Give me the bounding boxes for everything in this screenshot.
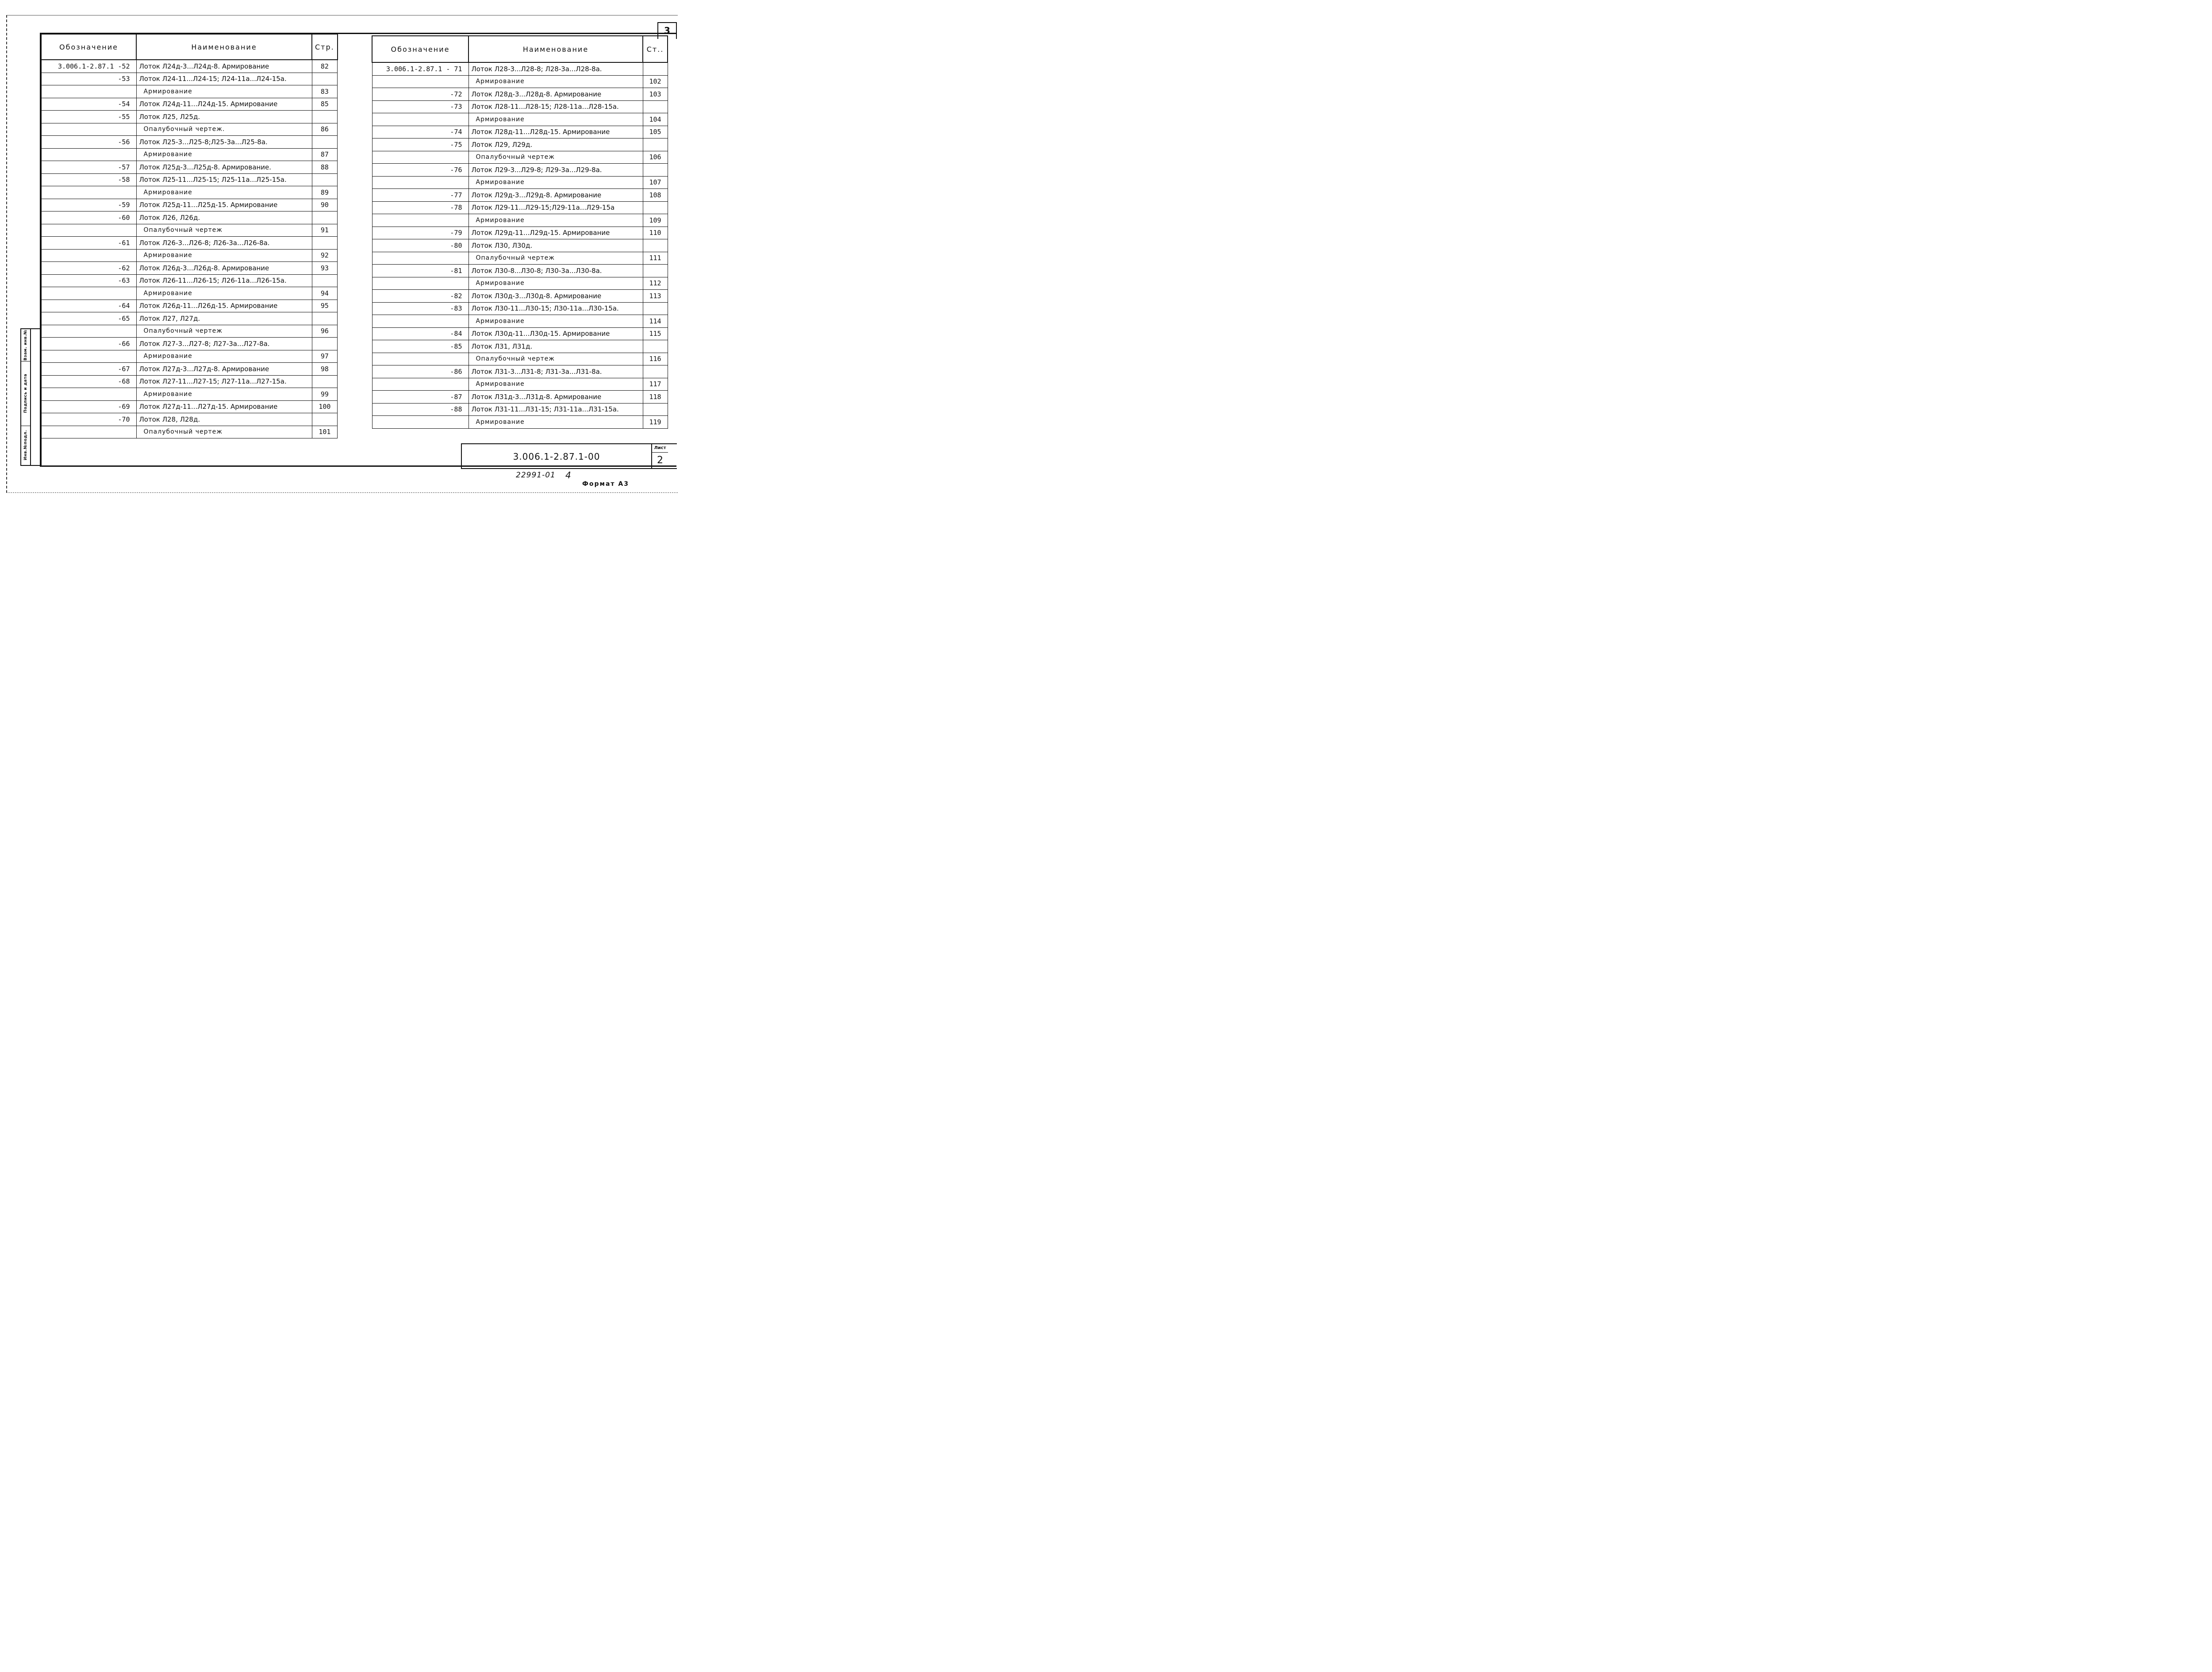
- name-cell: Лоток Л28-11...Л28-15; Л28-11а...Л28-15а.: [469, 100, 643, 113]
- page-cell: [312, 173, 338, 186]
- page-cell: 100: [312, 400, 338, 413]
- table-row: [372, 365, 668, 378]
- table-row: [41, 363, 338, 376]
- table-row: [41, 224, 338, 237]
- table-header-row: [41, 34, 338, 60]
- designation-cell: [41, 85, 136, 98]
- designation-cell: -61: [41, 237, 136, 250]
- table-row: [41, 274, 338, 287]
- header-page: Ст..: [643, 36, 668, 62]
- name-cell: Лоток Л24д-11...Л24д-15. Армирование: [136, 98, 312, 111]
- name-cell: Лоток Л28д-3...Л28д-8. Армирование: [469, 88, 643, 101]
- table-row: [41, 111, 338, 123]
- sheet-number: 2: [651, 453, 668, 468]
- page-cell: 119: [643, 416, 668, 429]
- designation-cell: -54: [41, 98, 136, 111]
- designation-cell: -69: [41, 400, 136, 413]
- designation-cell: -76: [372, 164, 469, 177]
- page-cell: [312, 237, 338, 250]
- header-name: Наименование: [469, 36, 643, 62]
- page-cell: 116: [643, 353, 668, 365]
- designation-cell: -79: [372, 227, 469, 239]
- designation-cell: -73: [372, 100, 469, 113]
- table-row: [41, 136, 338, 149]
- designation-cell: -65: [41, 312, 136, 325]
- name-cell: Армирование: [469, 75, 643, 88]
- designation-cell: [41, 350, 136, 363]
- page-cell: 109: [643, 214, 668, 227]
- designation-cell: [41, 249, 136, 262]
- table-row: [372, 239, 668, 252]
- designation-cell: -83: [372, 302, 469, 315]
- table-row: [41, 186, 338, 199]
- table-row: [41, 211, 338, 224]
- table-row: [372, 151, 668, 164]
- designation-cell: -59: [41, 199, 136, 211]
- register-table-left: [41, 34, 338, 438]
- page-cell: [643, 340, 668, 353]
- page-cell: 108: [643, 189, 668, 202]
- designation-cell: [372, 378, 469, 391]
- page-cell: 88: [312, 161, 338, 174]
- table-row: [372, 164, 668, 177]
- table-row: [41, 388, 338, 401]
- page-cell: 110: [643, 227, 668, 239]
- table-row: [372, 176, 668, 189]
- table-row: [372, 75, 668, 88]
- designation-cell: [372, 214, 469, 227]
- table-row: [372, 227, 668, 239]
- page-cell: 106: [643, 151, 668, 164]
- table-row: [41, 262, 338, 275]
- designation-cell: [41, 148, 136, 161]
- page-cell: 92: [312, 249, 338, 262]
- page-cell: 112: [643, 277, 668, 290]
- table-row: [41, 287, 338, 300]
- name-cell: Лоток Л27д-11...Л27д-15. Армирование: [136, 400, 312, 413]
- name-cell: Лоток Л26-11...Л26-15; Л26-11а...Л26-15а.: [136, 274, 312, 287]
- name-cell: Армирование: [136, 287, 312, 300]
- designation-cell: -81: [372, 265, 469, 277]
- name-cell: Армирование: [136, 148, 312, 161]
- designation-cell: 3.006.1-2.87.1 -52: [41, 60, 136, 73]
- table-row: [372, 327, 668, 340]
- designation-cell: -80: [372, 239, 469, 252]
- table-row: [41, 173, 338, 186]
- name-cell: Лоток Л27-3...Л27-8; Л27-3а...Л27-8а.: [136, 338, 312, 350]
- page-cell: 87: [312, 148, 338, 161]
- name-cell: Лоток Л29д-11...Л29д-15. Армирование: [469, 227, 643, 239]
- page-cell: 93: [312, 262, 338, 275]
- page-cell: 117: [643, 378, 668, 391]
- designation-cell: [372, 277, 469, 290]
- signature-date-label: Подпись и дата: [23, 373, 28, 413]
- designation-cell: [372, 75, 469, 88]
- name-cell: Армирование: [469, 315, 643, 328]
- header-name: Наименование: [136, 34, 312, 60]
- designation-cell: [41, 224, 136, 237]
- name-cell: Армирование: [469, 378, 643, 391]
- name-cell: Лоток Л25, Л25д.: [136, 111, 312, 123]
- page-cell: 105: [643, 126, 668, 138]
- table-row: [372, 265, 668, 277]
- designation-cell: -88: [372, 403, 469, 416]
- designation-cell: -63: [41, 274, 136, 287]
- page-cell: 83: [312, 85, 338, 98]
- title-block-stamp: [461, 443, 677, 469]
- designation-cell: -55: [41, 111, 136, 123]
- table-row: [372, 315, 668, 328]
- name-cell: Лоток Л30-11...Л30-15; Л30-11а...Л30-15а.: [469, 302, 643, 315]
- table-row: [41, 60, 338, 73]
- page-cell: 114: [643, 315, 668, 328]
- name-cell: Лоток Л26д-11...Л26д-15. Армирование: [136, 300, 312, 312]
- table-row: [372, 201, 668, 214]
- table-row: [41, 325, 338, 338]
- name-cell: Лоток Л26-3...Л26-8; Л26-3а...Л26-8а.: [136, 237, 312, 250]
- page-cell: 107: [643, 176, 668, 189]
- header-page: Стр.: [312, 34, 338, 60]
- page-cell: 118: [643, 391, 668, 404]
- designation-cell: -58: [41, 173, 136, 186]
- page-cell: 111: [643, 252, 668, 265]
- name-cell: Лоток Л29-11...Л29-15;Л29-11а...Л29-15а: [469, 201, 643, 214]
- table-row: [41, 249, 338, 262]
- sheet-label: Лист: [651, 444, 668, 453]
- name-cell: Армирование: [136, 85, 312, 98]
- table-row: [372, 88, 668, 101]
- name-cell: Лоток Л25-11...Л25-15; Л25-11а...Л25-15а.: [136, 173, 312, 186]
- name-cell: Опалубочный чертеж: [136, 426, 312, 438]
- name-cell: Лоток Л31-11...Л31-15; Л31-11а...Л31-15а.: [469, 403, 643, 416]
- page-cell: 103: [643, 88, 668, 101]
- page-cell: 91: [312, 224, 338, 237]
- table-row: [372, 302, 668, 315]
- name-cell: Опалубочный чертеж: [469, 151, 643, 164]
- name-cell: Лоток Л29д-3...Л29д-8. Армирование: [469, 189, 643, 202]
- designation-cell: [372, 113, 469, 126]
- designation-cell: [372, 176, 469, 189]
- page-cell: 104: [643, 113, 668, 126]
- designation-cell: [372, 315, 469, 328]
- name-cell: Лоток Л27д-3...Л27д-8. Армирование: [136, 363, 312, 376]
- page-cell: [643, 265, 668, 277]
- designation-cell: -82: [372, 290, 469, 303]
- inventory-number: 22991-01: [516, 471, 556, 480]
- page-cell: 113: [643, 290, 668, 303]
- table-row: [41, 148, 338, 161]
- page-cell: [643, 62, 668, 75]
- format-label: Формат А3: [582, 480, 629, 488]
- page-cell: [643, 365, 668, 378]
- designation-cell: -70: [41, 413, 136, 426]
- designation-cell: -67: [41, 363, 136, 376]
- name-cell: Лоток Л28д-11...Л28д-15. Армирование: [469, 126, 643, 138]
- page-cell: 85: [312, 98, 338, 111]
- page-cell: 86: [312, 123, 338, 136]
- table-row: [372, 403, 668, 416]
- page-cell: [312, 73, 338, 85]
- designation-cell: -66: [41, 338, 136, 350]
- name-cell: Армирование: [136, 186, 312, 199]
- name-cell: Лоток Л29, Л29д.: [469, 138, 643, 151]
- register-table-right: [372, 35, 668, 429]
- name-cell: Армирование: [136, 350, 312, 363]
- table-row: [372, 391, 668, 404]
- table-row: [372, 113, 668, 126]
- designation-cell: -57: [41, 161, 136, 174]
- table-row: [41, 98, 338, 111]
- page-cell: [312, 375, 338, 388]
- designation-cell: -85: [372, 340, 469, 353]
- table-row: [372, 290, 668, 303]
- designation-cell: -87: [372, 391, 469, 404]
- page-cell: 115: [643, 327, 668, 340]
- page-cell: [312, 413, 338, 426]
- signature-date-cell: [21, 361, 30, 426]
- name-cell: Армирование: [136, 388, 312, 401]
- table-row: [372, 252, 668, 265]
- designation-cell: [372, 252, 469, 265]
- name-cell: Лоток Л30д-3...Л30д-8. Армирование: [469, 290, 643, 303]
- name-cell: Лоток Л31-3...Л31-8; Л31-3а...Л31-8а.: [469, 365, 643, 378]
- table-row: [372, 189, 668, 202]
- designation-cell: -62: [41, 262, 136, 275]
- name-cell: Лоток Л24д-3...Л24д-8. Армирование: [136, 60, 312, 73]
- page-cell: [312, 136, 338, 149]
- page-cell: [643, 164, 668, 177]
- name-cell: Опалубочный чертеж: [469, 252, 643, 265]
- side-title-strip: [20, 328, 42, 466]
- name-cell: Армирование: [469, 277, 643, 290]
- designation-cell: -75: [372, 138, 469, 151]
- name-cell: Лоток Л25д-11...Л25д-15. Армирование: [136, 199, 312, 211]
- name-cell: Лоток Л27-11...Л27-15; Л27-11а...Л27-15а.: [136, 375, 312, 388]
- designation-cell: [41, 287, 136, 300]
- inv-original-label: Инв.№подл.: [23, 430, 28, 460]
- corner-page-number: 3: [657, 22, 677, 39]
- table-row: [372, 277, 668, 290]
- designation-cell: [41, 388, 136, 401]
- page-cell: [643, 239, 668, 252]
- name-cell: Лоток Л26, Л26д.: [136, 211, 312, 224]
- name-cell: Лоток Л31д-3...Л31д-8. Армирование: [469, 391, 643, 404]
- header-designation: Обозначение: [41, 34, 136, 60]
- page-cell: 101: [312, 426, 338, 438]
- page-cell: 96: [312, 325, 338, 338]
- replacement-inv-label: Взам. инв.№: [23, 329, 28, 361]
- designation-cell: -86: [372, 365, 469, 378]
- table-row: [372, 214, 668, 227]
- table-header-row: [372, 36, 668, 62]
- page-cell: [312, 211, 338, 224]
- name-cell: Армирование: [469, 113, 643, 126]
- designation-cell: -53: [41, 73, 136, 85]
- name-cell: Опалубочный чертеж: [136, 224, 312, 237]
- name-cell: Лоток Л27, Л27д.: [136, 312, 312, 325]
- name-cell: Армирование: [469, 176, 643, 189]
- name-cell: Лоток Л30-8...Л30-8; Л30-3а...Л30-8а.: [469, 265, 643, 277]
- page-cell: 89: [312, 186, 338, 199]
- name-cell: Опалубочный чертеж: [136, 325, 312, 338]
- header-designation: Обозначение: [372, 36, 469, 62]
- name-cell: Лоток Л31, Л31д.: [469, 340, 643, 353]
- table-row: [372, 416, 668, 429]
- name-cell: Лоток Л30д-11...Л30д-15. Армирование: [469, 327, 643, 340]
- table-row: [372, 126, 668, 138]
- table-row: [41, 237, 338, 250]
- document-number: 3.006.1-2.87.1-00: [513, 451, 600, 462]
- table-row: [372, 340, 668, 353]
- designation-cell: [41, 325, 136, 338]
- table-row: [41, 350, 338, 363]
- page-cell: [643, 302, 668, 315]
- page-cell: [312, 274, 338, 287]
- designation-cell: -84: [372, 327, 469, 340]
- name-cell: Опалубочный чертеж: [469, 353, 643, 365]
- table-row: [372, 62, 668, 75]
- table-row: [41, 338, 338, 350]
- page-cell: [312, 312, 338, 325]
- page-cell: [643, 201, 668, 214]
- page-cell: [643, 403, 668, 416]
- table-row: [372, 138, 668, 151]
- name-cell: Армирование: [469, 416, 643, 429]
- designation-cell: [41, 123, 136, 136]
- name-cell: Армирование: [469, 214, 643, 227]
- designation-cell: [41, 426, 136, 438]
- page-cell: 99: [312, 388, 338, 401]
- table-row: [41, 300, 338, 312]
- name-cell: Армирование: [136, 249, 312, 262]
- table-row: [41, 199, 338, 211]
- table-row: [41, 123, 338, 136]
- page-cell: 97: [312, 350, 338, 363]
- page-cell: [643, 138, 668, 151]
- page-cell: [643, 100, 668, 113]
- designation-cell: -77: [372, 189, 469, 202]
- table-row: [41, 85, 338, 98]
- designation-cell: [372, 416, 469, 429]
- name-cell: Лоток Л25-3...Л25-8;Л25-3а...Л25-8а.: [136, 136, 312, 149]
- name-cell: Лоток Л28-3...Л28-8; Л28-3а...Л28-8а.: [469, 62, 643, 75]
- table-row: [372, 353, 668, 365]
- designation-cell: -64: [41, 300, 136, 312]
- table-row: [372, 378, 668, 391]
- table-row: [41, 73, 338, 85]
- table-row: [41, 161, 338, 174]
- page-cell: 94: [312, 287, 338, 300]
- designation-cell: -68: [41, 375, 136, 388]
- name-cell: Опалубочный чертеж.: [136, 123, 312, 136]
- inv-original-cell: [21, 426, 30, 464]
- table-row: [41, 312, 338, 325]
- name-cell: Лоток Л30, Л30д.: [469, 239, 643, 252]
- page-cell: 102: [643, 75, 668, 88]
- page-cell: 95: [312, 300, 338, 312]
- name-cell: Лоток Л25д-3...Л25д-8. Армирование.: [136, 161, 312, 174]
- designation-cell: [372, 353, 469, 365]
- name-cell: Лоток Л29-3...Л29-8; Л29-3а...Л29-8а.: [469, 164, 643, 177]
- page-cell: [312, 111, 338, 123]
- page-cell: [312, 338, 338, 350]
- name-cell: Лоток Л28, Л28д.: [136, 413, 312, 426]
- table-row: [372, 100, 668, 113]
- designation-cell: -72: [372, 88, 469, 101]
- designation-cell: -78: [372, 201, 469, 214]
- name-cell: Лоток Л24-11...Л24-15; Л24-11а...Л24-15а.: [136, 73, 312, 85]
- table-row: [41, 426, 338, 438]
- designation-cell: [41, 186, 136, 199]
- page-cell: 98: [312, 363, 338, 376]
- designation-cell: [372, 151, 469, 164]
- page-cell: 82: [312, 60, 338, 73]
- replacement-inv-cell: [21, 329, 30, 361]
- inventory-mark: 4: [565, 470, 571, 480]
- designation-cell: -56: [41, 136, 136, 149]
- designation-cell: 3.006.1-2.87.1 - 71: [372, 62, 469, 75]
- designation-cell: -74: [372, 126, 469, 138]
- table-row: [41, 413, 338, 426]
- table-row: [41, 375, 338, 388]
- table-row: [41, 400, 338, 413]
- name-cell: Лоток Л26д-3...Л26д-8. Армирование: [136, 262, 312, 275]
- page-cell: 90: [312, 199, 338, 211]
- designation-cell: -60: [41, 211, 136, 224]
